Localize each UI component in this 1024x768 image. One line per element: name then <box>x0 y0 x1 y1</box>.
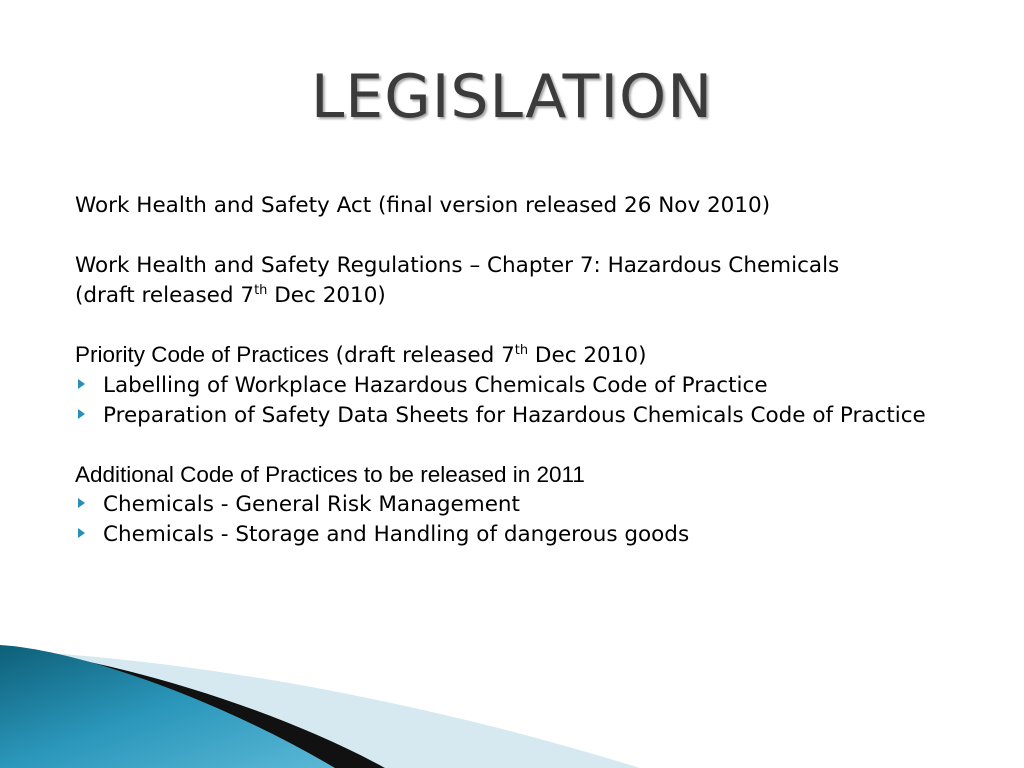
priority-note-text: (draft released 7 <box>328 343 515 368</box>
priority-item-label: Preparation of Safety Data Sheets for Hazardous Chemicals Code of Practice <box>103 403 926 428</box>
regulations-line-1: Work Health and Safety Regulations – Chapter 7: Hazardous Chemicals <box>75 253 840 278</box>
regulations-date-suffix: th <box>254 282 268 298</box>
priority-date-suffix: th <box>514 342 529 358</box>
additional-heading: Additional Code of Practices to be released in 2011 <box>75 462 585 487</box>
additional-item-label: Chemicals - General Risk Management <box>103 492 520 517</box>
additional-item-label: Chemicals - Storage and Handling of dangerous goods <box>103 522 690 547</box>
priority-date-text: Dec 2010) <box>528 343 647 368</box>
act-line: Work Health and Safety Act (final version released 26 Nov 2010) <box>75 193 771 218</box>
regulations-draft-text: (draft released 7 <box>75 283 255 308</box>
regulations-date-text: Dec 2010) <box>267 283 386 308</box>
priority-heading: Priority Code of Practices <box>75 342 329 367</box>
priority-item-label: Labelling of Workplace Hazardous Chemicals Code of Practice <box>103 373 768 398</box>
slide-title: LEGISLATION <box>310 62 714 132</box>
